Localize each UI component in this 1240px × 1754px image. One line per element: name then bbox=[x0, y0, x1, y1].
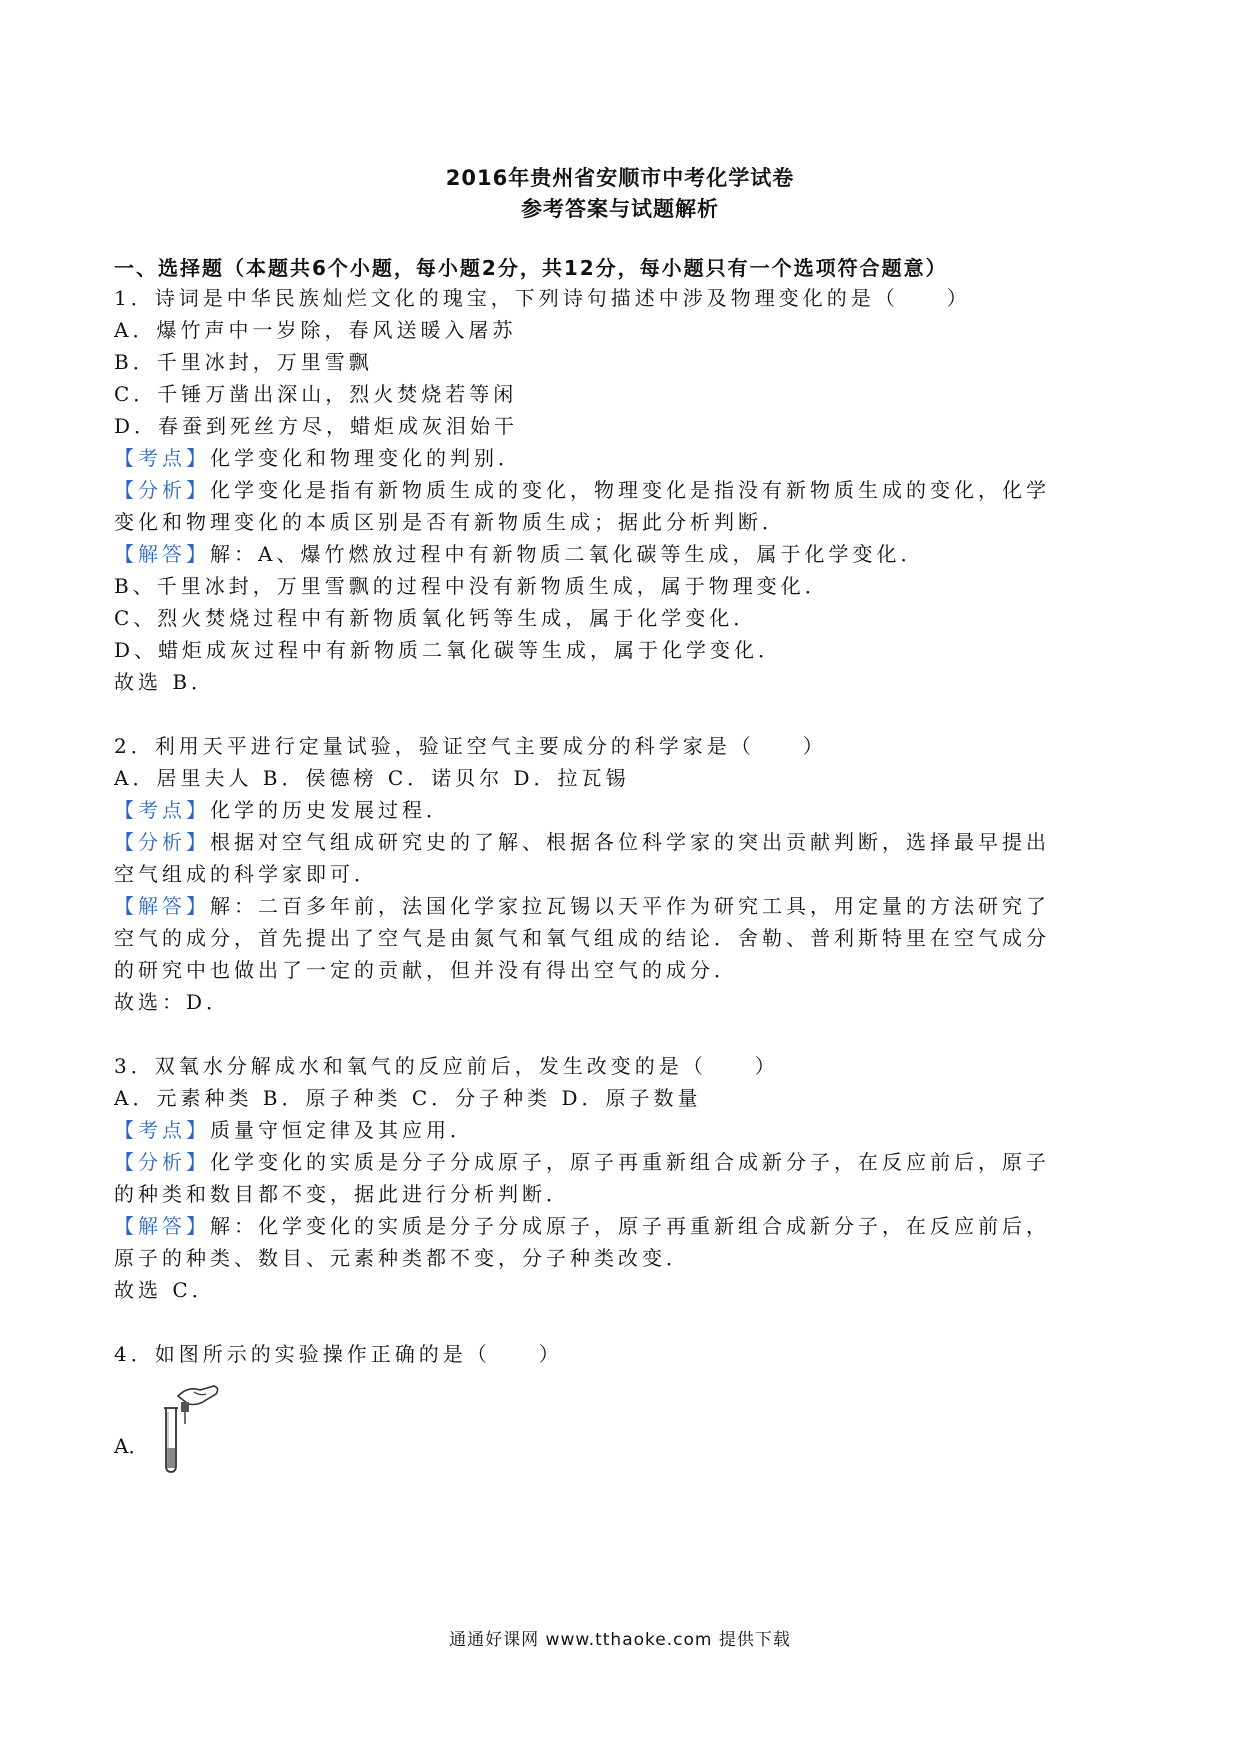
q2-jieda-text-1: 解：二百多年前，法国化学家拉瓦锡以天平作为研究工具，用定量的方法研究了 bbox=[210, 894, 1050, 918]
q2-jieda-text-3: 的研究中也做出了一定的贡献，但并没有得出空气的成分． bbox=[114, 958, 738, 982]
fenxi-tag: 【分析】 bbox=[114, 478, 210, 502]
spacer bbox=[114, 698, 1134, 730]
page-subtitle: 参考答案与试题解析 bbox=[521, 197, 719, 221]
q3-stem: 3．双氧水分解成水和氧气的反应前后，发生改变的是（ ） bbox=[114, 1054, 779, 1078]
q1-option-d: D．春蚕到死丝方尽，蜡炬成灰泪始干 bbox=[114, 414, 519, 438]
jieda-tag: 【解答】 bbox=[114, 1214, 210, 1238]
q1-fenxi-text-2: 变化和物理变化的本质区别是否有新物质生成；据此分析判断． bbox=[114, 510, 786, 534]
q1-fenxi bbox=[114, 474, 1134, 506]
q2-stem: 2．利用天平进行定量试验，验证空气主要成分的科学家是（ ） bbox=[114, 734, 827, 758]
jieda-tag: 【解答】 bbox=[114, 542, 210, 566]
kaodian-tag: 【考点】 bbox=[114, 1118, 210, 1142]
q2-fenxi bbox=[114, 826, 1134, 858]
q3-fenxi-text-1: 化学变化的实质是分子分成原子，原子再重新组合成新分子，在反应前后，原子 bbox=[210, 1150, 1050, 1174]
q2-answer: 故选：D． bbox=[114, 990, 231, 1014]
q2-fenxi-text-1: 根据对空气组成研究史的了解、根据各位科学家的突出贡献判断，选择最早提出 bbox=[210, 830, 1050, 854]
fenxi-tag: 【分析】 bbox=[114, 830, 210, 854]
q1-option-a: A．爆竹声中一岁除，春风送暖入屠苏 bbox=[114, 318, 517, 342]
q3-fenxi-text-2: 的种类和数目都不变，据此进行分析判断． bbox=[114, 1182, 570, 1206]
q2-fenxi-text-2: 空气组成的科学家即可． bbox=[114, 862, 378, 886]
q3-jieda-text-2: 原子的种类、数目、元素种类都不变，分子种类改变． bbox=[114, 1246, 690, 1270]
footer-credit: 通通好课网 www.tthaoke.com 提供下载 bbox=[449, 1630, 791, 1650]
fenxi-tag: 【分析】 bbox=[114, 1150, 210, 1174]
q1-jieda bbox=[114, 538, 1134, 570]
q1-jieda-text-3: C、烈火焚烧过程中有新物质氧化钙等生成，属于化学变化． bbox=[114, 606, 758, 630]
q3-kaodian bbox=[114, 1114, 1134, 1146]
q2-jieda bbox=[114, 890, 1134, 922]
q1-option-c: C．千锤万凿出深山，烈火焚烧若等闲 bbox=[114, 382, 518, 406]
q2-kaodian-text: 化学的历史发展过程． bbox=[210, 798, 450, 822]
questions-body bbox=[114, 282, 1134, 1490]
test-tube-illustration bbox=[148, 1378, 228, 1478]
spacer bbox=[114, 1306, 1134, 1338]
q1-jieda-text-2: B、千里冰封，万里雪飘的过程中没有新物质生成，属于物理变化． bbox=[114, 574, 829, 598]
q3-fenxi bbox=[114, 1146, 1134, 1178]
q1-jieda-text-4: D、蜡炬成灰过程中有新物质二氧化碳等生成，属于化学变化． bbox=[114, 638, 783, 662]
section-heading: 一、选择题（本题共6个小题，每小题2分，共12分，每小题只有一个选项符合题意） bbox=[114, 256, 948, 280]
q1-fenxi-text-1: 化学变化是指有新物质生成的变化，物理变化是指没有新物质生成的变化，化学 bbox=[210, 478, 1050, 502]
q2-kaodian bbox=[114, 794, 1134, 826]
q1-kaodian bbox=[114, 442, 1134, 474]
q3-options: A．元素种类 B．原子种类 C．分子种类 D．原子数量 bbox=[114, 1086, 702, 1110]
kaodian-tag: 【考点】 bbox=[114, 446, 210, 470]
q4-option-a: A． bbox=[114, 1434, 149, 1458]
q3-jieda bbox=[114, 1210, 1134, 1242]
jieda-tag: 【解答】 bbox=[114, 894, 210, 918]
q1-option-b: B．千里冰封，万里雪飘 bbox=[114, 350, 373, 374]
q4-figure-row bbox=[114, 1370, 1134, 1490]
q2-options: A．居里夫人 B．侯德榜 C．诺贝尔 D．拉瓦锡 bbox=[114, 766, 630, 790]
page-title: 2016年贵州省安顺市中考化学试卷 bbox=[445, 166, 795, 190]
q1-jieda-text-1: 解：A、爆竹燃放过程中有新物质二氧化碳等生成，属于化学变化． bbox=[210, 542, 925, 566]
kaodian-tag: 【考点】 bbox=[114, 798, 210, 822]
spacer bbox=[114, 1018, 1134, 1050]
q3-jieda-text-1: 解：化学变化的实质是分子分成原子，原子再重新组合成新分子，在反应前后， bbox=[210, 1214, 1050, 1238]
q1-kaodian-text: 化学变化和物理变化的判别． bbox=[210, 446, 522, 470]
q1-answer: 故选 B． bbox=[114, 670, 216, 694]
q2-jieda-text-2: 空气的成分，首先提出了空气是由氮气和氧气组成的结论．舍勒、普利斯特里在空气成分 bbox=[114, 926, 1050, 950]
q4-stem: 4．如图所示的实验操作正确的是（ ） bbox=[114, 1342, 563, 1366]
q3-answer: 故选 C． bbox=[114, 1278, 216, 1302]
q1-stem: 1．诗词是中华民族灿烂文化的瑰宝，下列诗句描述中涉及物理变化的是（ ） bbox=[114, 286, 971, 310]
q3-kaodian-text: 质量守恒定律及其应用． bbox=[210, 1118, 474, 1142]
